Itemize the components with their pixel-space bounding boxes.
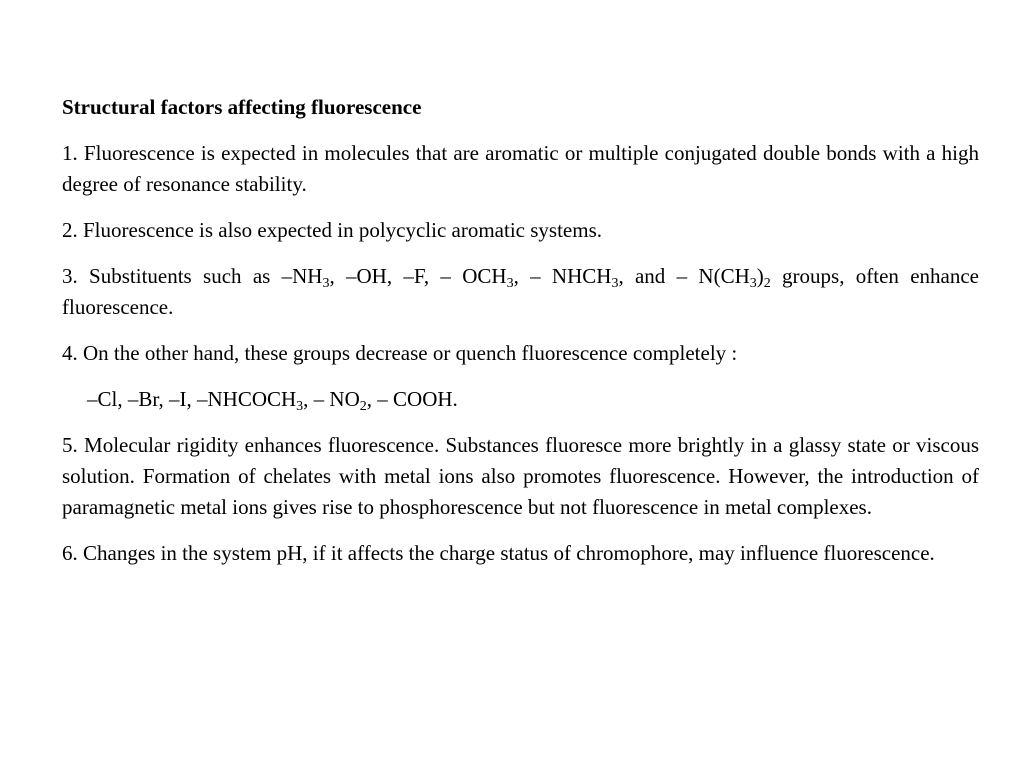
- point-4-groups-text-2: , – NO: [303, 387, 360, 411]
- point-6: 6. Changes in the system pH, if it affects the charge status of chromophore, may influence fluorescence.: [62, 541, 935, 565]
- point-3-text-3: , – NHCH: [513, 264, 612, 288]
- point-4-groups: [62, 384, 979, 415]
- slide-content: [62, 92, 979, 584]
- point-4-groups-text-1: –Cl, –Br, –I, –NHCOCH: [87, 387, 297, 411]
- point-4-groups-sub-1: 3: [296, 399, 304, 414]
- point-5: 5. Molecular rigidity enhances fluorescence. Substances fluoresce more brightly in a glassy state or viscous solution. Formation of chelates with metal ions also promotes fluorescence. However, the introduction of paramagnetic metal ions gives rise to phosphorescence but not fluorescence in metal complexes.: [62, 433, 979, 519]
- point-3-text-2: , –OH, –F, – OCH: [329, 264, 507, 288]
- point-3-sub-5: 2: [763, 276, 771, 291]
- point-3-text-5: ): [756, 264, 764, 288]
- point-3-text-1: 3. Substituents such as –NH: [62, 264, 323, 288]
- point-1: 1. Fluorescence is expected in molecules that are aromatic or multiple conjugated double bonds with a high degree of resonance stability.: [62, 141, 979, 196]
- point-3-sub-2: 3: [506, 276, 514, 291]
- point-3-text-6: groups, often enhance fluorescence.: [62, 264, 979, 319]
- point-3-text-4: , and – N(CH: [618, 264, 750, 288]
- point-4-groups-text-3: , – COOH.: [366, 387, 458, 411]
- point-2: 2. Fluorescence is also expected in polycyclic aromatic systems.: [62, 218, 603, 242]
- slide-title: Structural factors affecting fluorescence: [62, 95, 422, 119]
- point-3-sub-1: 3: [322, 276, 330, 291]
- point-3: [62, 261, 979, 323]
- point-3-sub-3: 3: [611, 276, 619, 291]
- point-4-groups-sub-2: 2: [359, 399, 367, 414]
- point-3-sub-4: 3: [749, 276, 757, 291]
- point-4: 4. On the other hand, these groups decrease or quench fluorescence completely :: [62, 341, 738, 365]
